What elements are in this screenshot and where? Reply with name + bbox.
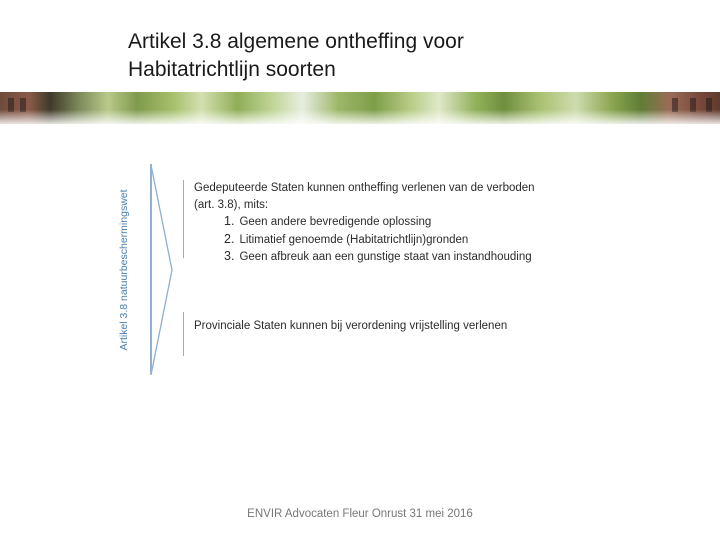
block-intro-line-2: (art. 3.8), mits: <box>194 198 269 211</box>
list-item-number: 1. <box>224 214 235 228</box>
slide-footer: ENVIR Advocaten Fleur Onrust 31 mei 2016 <box>247 508 473 520</box>
list-item-text: Litimatief genoemde (Habitatrichtlijn)gronden <box>239 233 469 246</box>
slide-title-line-1: Artikel 3.8 algemene ontheffing voor <box>128 30 464 53</box>
block-text: Provinciale Staten kunnen bij verordening vrijstelling verlenen <box>194 320 508 332</box>
list-item <box>194 231 614 249</box>
list-item <box>194 248 614 266</box>
side-label: Artikel 3.8 natuurbeschermingswet <box>118 189 130 351</box>
conditions-list <box>194 213 614 266</box>
banner-fade <box>0 92 720 124</box>
content-block-exemption <box>183 180 614 263</box>
content-block-ordinance <box>183 312 614 356</box>
slide-title <box>128 28 648 84</box>
list-item <box>194 213 614 231</box>
header-banner-image <box>0 92 720 124</box>
list-item-text: Geen afbreuk aan een gunstige staat van instandhouding <box>239 251 532 263</box>
slide-title-line-2: Habitatrichtlijn soorten <box>128 58 336 81</box>
list-item-text: Geen andere bevredigende oplossing <box>239 216 432 228</box>
list-item-number: 3. <box>224 249 235 263</box>
chevron-arrow-icon <box>150 164 180 376</box>
block-intro-line-1: Gedeputeerde Staten kunnen ontheffing verlenen van de verboden <box>194 182 535 194</box>
list-item-number: 2. <box>224 231 235 246</box>
